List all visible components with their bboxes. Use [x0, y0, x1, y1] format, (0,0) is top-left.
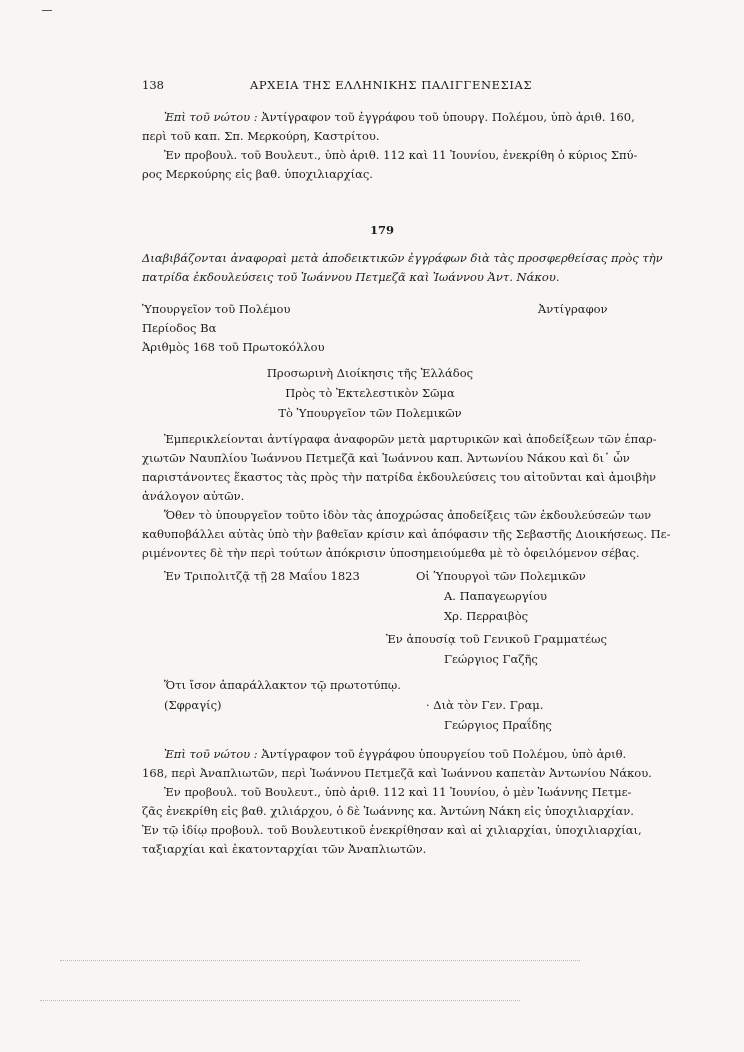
signature-papageorgiou: Α. Παπαγεωργίου [444, 589, 548, 603]
body-line-4: ἀνάλογον αὐτῶν. [142, 489, 245, 503]
cert-signature-line-1: · Διὰ τὸν Γεν. Γραμ. [426, 698, 544, 712]
note-line-1 [164, 745, 626, 765]
body-line-3: παριστάνοντες ἕκαστος τὰς πρὸς τὴν πατρίδα ἐκδουλεύσεις του αἰτοῦνται καὶ ἀμοιβὴν [142, 470, 656, 484]
page-number: 138 [142, 78, 164, 92]
sender-period: Περίοδος Βα [142, 321, 217, 335]
note-verso-label: Ἐπὶ τοῦ νώτου : [164, 747, 258, 761]
prev-note-verso-label: Ἐπὶ τοῦ νώτου : [164, 110, 258, 124]
copy-label: Ἀντίγραφον [538, 302, 608, 316]
certification-line: Ὅτι ἴσον ἀπαράλλακτον τῷ πρωτοτύπῳ. [164, 678, 401, 692]
note-line-5: Ἐν τῷ ἰδίῳ προβουλ. τοῦ Βουλευτικοῦ ἐνεκρίθησαν καὶ αἱ χιλιαρχίαι, ὑποχιλιαρχίαι, [142, 823, 642, 837]
note-line-3: Ἐν προβουλ. τοῦ Βουλευτ., ὑπὸ ἀριθ. 112 καὶ 11 Ἰουνίου, ὁ μὲν Ἰωάννης Πετμε- [164, 785, 632, 799]
sender-protocol-number: Ἀριθμὸς 168 τοῦ Πρωτοκόλλου [142, 340, 325, 354]
body-line-6: καθυποβάλλει αὐτὰς ὑπὸ τὴν βαθεῖαν κρίσιν καὶ ἀπόφασιν τῆς Σεβαστῆς Διοικήσεως. Πε- [142, 527, 671, 541]
signature-perraivos: Χρ. Περραιβὸς [444, 609, 529, 623]
scan-artifact-line [40, 1000, 520, 1002]
cert-signature-praidis: Γεώργιος Πραΐδης [444, 718, 552, 732]
prev-note-line-4: ρος Μερκούρης εἰς βαθ. ὑποχιλιαρχίας. [142, 167, 373, 181]
place-date: Ἐν Τριπολιτζᾷ τῇ 28 Μαΐου 1823 [164, 569, 360, 583]
scan-mark [42, 10, 52, 11]
scan-artifact-line [60, 960, 580, 962]
address-line-2: Πρὸς τὸ Ἐκτελεστικὸν Σῶμα [285, 386, 455, 400]
sender-ministry: Ὑπουργεῖον τοῦ Πολέμου [142, 302, 291, 316]
note-line-4: ζᾶς ἐνεκρίθη εἰς βαθ. χιλιάρχου, ὁ δὲ Ἰωάννης κα. Ἀντώνη Νάκη εἰς ὑποχιλιαρχίαν. [142, 804, 634, 818]
prev-note-line-1 [164, 108, 635, 128]
body-line-1: Ἐμπερικλείονται ἀντίγραφα ἀναφορῶν μετὰ μαρτυρικῶν καὶ ἀποδείξεων τῶν ἐπαρ- [164, 432, 657, 446]
summary-line-1: Διαβιβάζονται ἀναφοραὶ μετὰ ἀποδεικτικῶν ἐγγράφων διὰ τὰς προσφερθείσας πρὸς τὴν [142, 251, 663, 265]
body-line-2: χιωτῶν Ναυπλίου Ἰωάννου Πετμεζᾶ καὶ Ἰωάννου καπ. Ἀντωνίου Νάκου καὶ δι᾽ ὧν [142, 451, 630, 465]
note-line-6: ταξιαρχίαι καὶ ἑκατονταρχίαι τῶν Ἀναπλιωτῶν. [142, 842, 427, 856]
signature-gazis: Γεώργιος Γαζῆς [444, 652, 538, 666]
signature-absence: Ἐν ἀπουσίᾳ τοῦ Γενικοῦ Γραμματέως [386, 632, 607, 646]
signature-ministers: Οἱ Ὑπουργοὶ τῶν Πολεμικῶν [416, 569, 586, 583]
prev-note-line-2: περὶ τοῦ καπ. Σπ. Μερκούρη, Καστρίτου. [142, 129, 380, 143]
prev-note-line-3: Ἐν προβουλ. τοῦ Βουλευτ., ὑπὸ ἀριθ. 112 καὶ 11 Ἰουνίου, ἐνεκρίθη ὁ κύριος Σπύ- [164, 148, 638, 162]
prev-note-line-1-text: Ἀντίγραφον τοῦ ἐγγράφου τοῦ ὑπουργ. Πολέμου, ὑπὸ ἀριθ. 160, [257, 110, 635, 124]
summary-line-2: πατρίδα ἐκδουλεύσεις τοῦ Ἰωάννου Πετμεζᾶ καὶ Ἰωάννου Ἀντ. Νάκου. [142, 270, 560, 284]
body-line-5: Ὅθεν τὸ ὑπουργεῖον τοῦτο ἰδὸν τὰς ἀποχρώσας ἀποδείξεις τῶν ἐκδουλεύσεών των [164, 508, 652, 522]
note-line-2: 168, περὶ Ἀναπλιωτῶν, περὶ Ἰωάννου Πετμεζᾶ καὶ Ἰωάννου καπετὰν Ἀντωνίου Νάκου. [142, 766, 652, 780]
address-line-1: Προσωρινὴ Διοίκησις τῆς Ἑλλάδος [266, 366, 474, 380]
document-number: 179 [370, 223, 395, 237]
body-line-7: ριμένοντες δὲ τὴν περὶ τούτων ἀπόκρισιν ὑποσημειούμεθα μὲ τὸ ὀφειλόμενον σέβας. [142, 546, 640, 560]
seal-label: (Σφραγίς) [164, 698, 222, 712]
note-line-1-text: Ἀντίγραφον τοῦ ἐγγράφου ὑπουργείου τοῦ Πολέμου, ὑπὸ ἀριθ. [257, 747, 627, 761]
running-title: ΑΡΧΕΙΑ ΤΗΣ ΕΛΛΗΝΙΚΗΣ ΠΑΛΙΓΓΕΝΕΣΙΑΣ [250, 78, 533, 92]
address-line-3: Τὸ Ὑπουργεῖον τῶν Πολεμικῶν [278, 406, 462, 420]
